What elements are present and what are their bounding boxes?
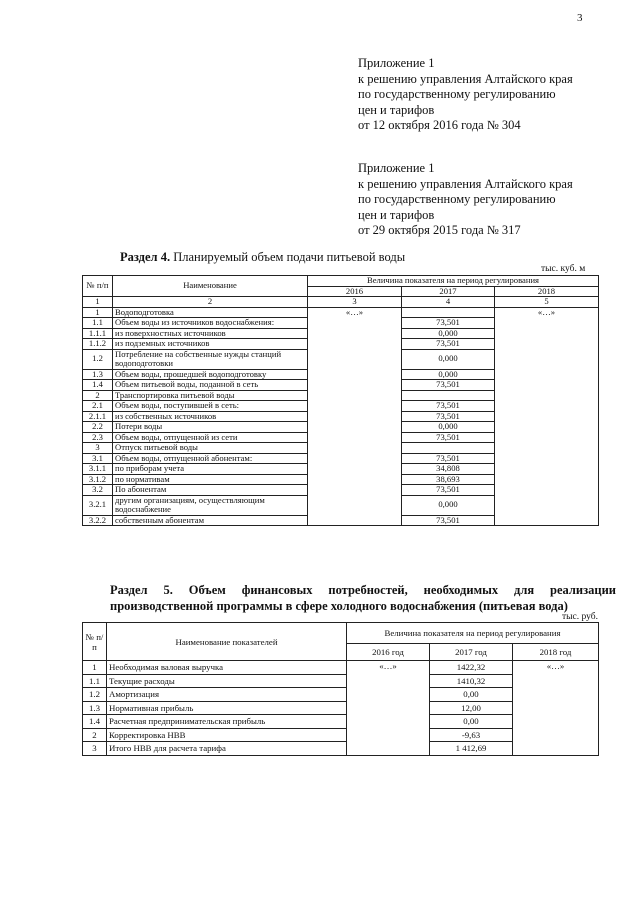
row-name: Расчетная предпринимательская прибыль [107, 715, 347, 729]
row-number: 2 [83, 390, 113, 401]
value-2017: 73,501 [402, 485, 495, 496]
header-year-2018: 2018 [495, 286, 599, 297]
column-number: 1 [83, 297, 113, 308]
row-number: 2.1 [83, 401, 113, 412]
row-number: 3.2.2 [83, 515, 113, 526]
row-number: 3 [83, 742, 107, 756]
row-number: 1.2 [83, 688, 107, 702]
table-row [83, 307, 599, 318]
value-2017: 38,693 [402, 474, 495, 485]
column-number: 4 [402, 297, 495, 308]
appendix-line: к решению управления Алтайского края [358, 176, 573, 191]
row-name: По абонентам [113, 485, 308, 496]
row-name: Нормативная прибыль [107, 701, 347, 715]
header-year-2016: 2016 год [347, 644, 430, 661]
row-number: 1.1 [83, 318, 113, 329]
section-4-units: тыс. куб. м [541, 264, 586, 274]
header-year-2018: 2018 год [513, 644, 599, 661]
value-2017: 12,00 [430, 701, 513, 715]
value-2017: 0,00 [430, 688, 513, 702]
water-volume-table [82, 275, 599, 526]
column-number: 2 [113, 297, 308, 308]
value-2017: 0,000 [402, 422, 495, 433]
row-number: 2.2 [83, 422, 113, 433]
header-name: Наименование показателей [107, 623, 347, 661]
appendix-line: Приложение 1 [358, 161, 435, 175]
appendix-line: цен и тарифов [358, 207, 435, 222]
row-name: из подземных источников [113, 339, 308, 350]
header-year-2016: 2016 [308, 286, 402, 297]
row-number: 1.1.2 [83, 339, 113, 350]
row-number: 1.2 [83, 349, 113, 369]
row-name: Объем воды из источников водоснабжения: [113, 318, 308, 329]
row-number: 1.1 [83, 674, 107, 688]
value-2017: 73,501 [402, 432, 495, 443]
value-2016-placeholder: «…» [308, 307, 402, 526]
row-name: Итого НВВ для расчета тарифа [107, 742, 347, 756]
row-name: собственным абонентам [113, 515, 308, 526]
row-number: 1.4 [83, 715, 107, 729]
value-2017: 73,501 [402, 380, 495, 391]
row-number: 3 [83, 443, 113, 454]
value-2018-placeholder: «…» [513, 661, 599, 756]
appendix-note-previous [358, 161, 573, 239]
value-2018-placeholder: «…» [495, 307, 599, 526]
row-name: Транспортировка питьевой воды [113, 390, 308, 401]
page-number: 3 [577, 12, 583, 24]
value-2017 [402, 390, 495, 401]
header-name: Наименование [113, 276, 308, 297]
header-period-group: Величина показателя на период регулирования [308, 276, 599, 287]
row-name: Отпуск питьевой воды [113, 443, 308, 454]
section-5-units: тыс. руб. [562, 612, 598, 622]
section-5-title [110, 582, 616, 614]
header-num: № п/ п [83, 623, 107, 661]
financial-needs-table [82, 622, 599, 756]
section-5-label: Раздел 5. [110, 583, 173, 597]
row-number: 3.1.1 [83, 464, 113, 475]
row-name: по приборам учета [113, 464, 308, 475]
row-number: 2 [83, 728, 107, 742]
row-number: 1.3 [83, 701, 107, 715]
value-2017 [402, 443, 495, 454]
header-num: № п/п [83, 276, 113, 297]
section-5-title-text: Объем финансовых потребностей, необходимых для реализации производственной программы в сфере холодного водоснабжения (питьевая вода) [110, 583, 616, 613]
row-name: Объем питьевой воды, поданной в сеть [113, 380, 308, 391]
row-name: Водоподготовка [113, 307, 308, 318]
row-number: 2.1.1 [83, 411, 113, 422]
row-name: Потребление на собственные нужды станций водоподготовки [113, 349, 308, 369]
row-number: 2.3 [83, 432, 113, 443]
value-2017: 0,000 [402, 369, 495, 380]
table-row [83, 661, 599, 675]
row-number: 1.4 [83, 380, 113, 391]
header-year-2017: 2017 [402, 286, 495, 297]
row-name: из поверхностных источников [113, 328, 308, 339]
row-name: другим организациям, осуществляющим водоснабжение [113, 495, 308, 515]
appendix-line: к решению управления Алтайского края [358, 71, 573, 86]
row-number: 3.1 [83, 453, 113, 464]
value-2017: 0,00 [430, 715, 513, 729]
section-4-title-text: Планируемый объем подачи питьевой воды [170, 250, 406, 264]
header-period-group: Величина показателя на период регулирования [347, 623, 599, 644]
row-number: 1 [83, 661, 107, 675]
row-name: Потери воды [113, 422, 308, 433]
value-2017: 73,501 [402, 318, 495, 329]
value-2017: 73,501 [402, 515, 495, 526]
appendix-note-current [358, 56, 573, 134]
value-2017: -9,63 [430, 728, 513, 742]
value-2017: 73,501 [402, 401, 495, 412]
row-number: 1.3 [83, 369, 113, 380]
value-2017: 1422,32 [430, 661, 513, 675]
value-2017: 1 412,69 [430, 742, 513, 756]
row-name: Необходимая валовая выручка [107, 661, 347, 675]
row-number: 3.1.2 [83, 474, 113, 485]
appendix-line: от 12 октября 2016 года № 304 [358, 118, 521, 132]
appendix-line: Приложение 1 [358, 56, 435, 70]
section-4-label: Раздел 4. [120, 250, 171, 264]
row-name: из собственных источников [113, 411, 308, 422]
value-2017: 1410,32 [430, 674, 513, 688]
value-2017: 34,808 [402, 464, 495, 475]
value-2017: 0,000 [402, 328, 495, 339]
row-number: 3.2.1 [83, 495, 113, 515]
appendix-line: по государственному регулированию [358, 87, 556, 101]
row-name: Объем воды, отпущенной абонентам: [113, 453, 308, 464]
column-number: 3 [308, 297, 402, 308]
value-2017: 73,501 [402, 453, 495, 464]
appendix-line: по государственному регулированию [358, 192, 556, 206]
value-2017: 73,501 [402, 339, 495, 350]
row-name: Текущие расходы [107, 674, 347, 688]
row-name: Корректировка НВВ [107, 728, 347, 742]
appendix-line: цен и тарифов [358, 102, 435, 117]
column-number: 5 [495, 297, 599, 308]
row-name: по нормативам [113, 474, 308, 485]
value-2016-placeholder: «…» [347, 661, 430, 756]
section-4-title [120, 250, 405, 265]
header-year-2017: 2017 год [430, 644, 513, 661]
row-name: Объем воды, поступившей в сеть: [113, 401, 308, 412]
row-number: 3.2 [83, 485, 113, 496]
value-2017: 0,000 [402, 349, 495, 369]
value-2017: 0,000 [402, 495, 495, 515]
row-number: 1 [83, 307, 113, 318]
row-name: Объем воды, прошедшей водоподготовку [113, 369, 308, 380]
appendix-line: от 29 октября 2015 года № 317 [358, 223, 521, 237]
row-name: Объем воды, отпущенной из сети [113, 432, 308, 443]
row-name: Амортизация [107, 688, 347, 702]
value-2017 [402, 307, 495, 318]
row-number: 1.1.1 [83, 328, 113, 339]
value-2017: 73,501 [402, 411, 495, 422]
